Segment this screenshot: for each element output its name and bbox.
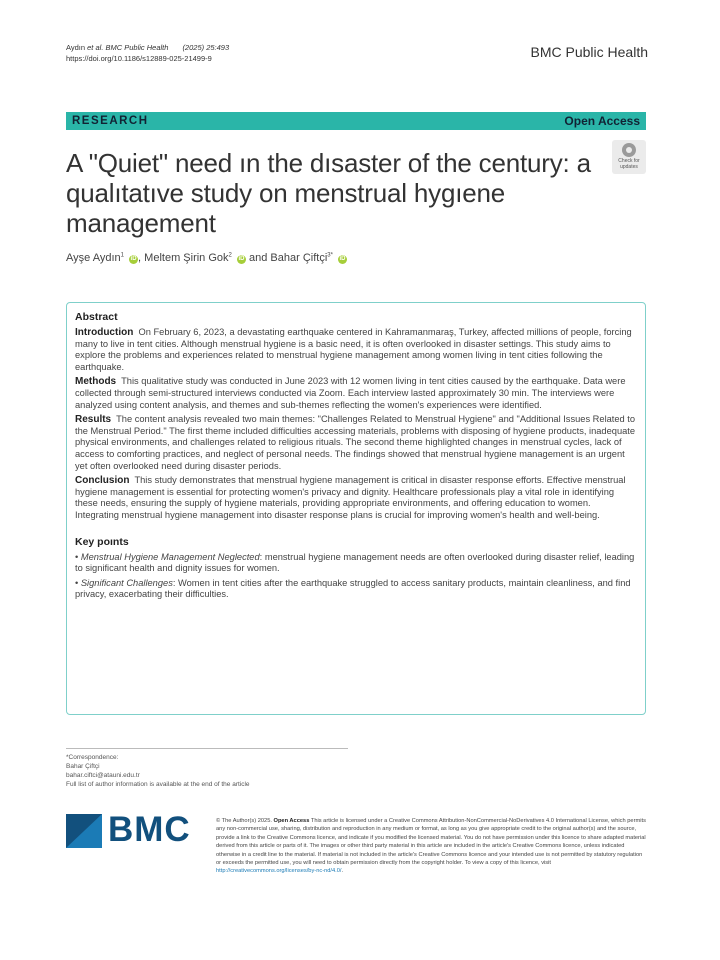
citation-journal: et al. BMC Public Health [87,43,169,52]
section-label: Methods [75,376,117,388]
doi-link[interactable]: https://doi.org/10.1186/s12889-025-21499-9 [66,54,212,63]
author-separator: , [138,252,145,264]
bmc-logo [66,810,200,850]
copyright-text: © The Author(s) 2025. [216,818,272,824]
author-name[interactable]: Bahar Çiftçi [270,252,328,264]
key-point-text: : menstrual hygiene management needs are often overlooked during disaster relief, leading to significant health and dignity issues for women. [75,551,635,574]
author-affiliation: 2 [228,252,232,259]
open-access-label: Open Access [273,818,310,824]
author-affiliation: 1 [120,252,124,259]
article-type-banner [66,112,646,130]
license-end: . [341,868,344,875]
abstract-results [75,414,637,472]
orcid-icon[interactable]: iD [238,256,245,262]
bmc-logo-text: BMC [108,810,191,849]
citation-header [66,42,229,64]
abstract-introduction [75,327,637,373]
section-text: On February 6, 2023, a devastating earthquake centered in Kahramanmaraş, Turkey, affected millions of people, forcing many to live in tent cities. Although menstrual hygiene is a basic need, it is often overlooked in disaster settings. This study aims to explore the problems and experiences related to menstrual hygiene management among women living in tent cities following the earthquake. [75,327,632,372]
section-label: Results [75,414,112,426]
author-list [66,252,347,264]
correspondence-label: *Correspondence: [66,754,119,761]
check-updates-icon [622,143,636,157]
correspondence-email[interactable]: bahar.ciftci@atauni.edu.tr [66,772,140,779]
abstract-box [66,302,646,715]
key-point-item: • Significant Challenges: Women in tent cities after the earthquake struggled to access sanitary products, maintain cleanliness, and find privacy, exacerbating their difficulties. [75,577,631,600]
author-info-note: Full list of author information is available at the end of the article [66,781,250,788]
check-for-updates-button[interactable] [612,140,646,174]
citation-authors: Aydın [66,43,88,52]
key-points-heading: Key poınts [75,535,129,548]
key-point-label: Significant Challenges [80,577,173,588]
orcid-icon[interactable]: iD [130,256,137,262]
abstract-methods [75,376,637,411]
section-label: Introduction [75,327,134,338]
author-separator: and [245,252,271,264]
section-label: Conclusion [75,475,130,487]
section-text: This study demonstrates that menstrual hygiene management is critical in disaster response efforts. Effective menstrual hygiene management is essential for protecting women's privacy and dignity. Healthcare professionals play a vital role in identifying these needs, ensuring the supply of hygiene materials, providing appropriate environments, and offering education to women. Integrating menstrual hygiene management into disaster response plans is crucial for improving women's health and well-being. [75,475,626,520]
section-text: This qualitative study was conducted in June 2023 with 12 women living in tent cities caused by the earthquake. Data were collected through semi-structured interviews conducted via Zoom. Each interview lasted approximately 30 min. The interviews were analyzed using content analysis, and themes and sub-themes reflecting the women's experiences were identified. [75,376,626,410]
author-affiliation: 3* [327,252,333,259]
license-link[interactable]: http://creativecommons.org/licenses/by-nc-nd/4.0/ [216,868,342,875]
check-updates-line1: Check for [618,158,640,164]
check-updates-line2: updates [620,164,638,170]
correspondence-block [66,753,250,789]
license-text: This article is licensed under a Creative Commons Attribution-NonCommercial-NoDerivatives 4.0 International License, which permits any non-commercial use, sharing, distribution and reproduction in any medium or format, as long as you give appropriate credit to the original author(s) and the source, provide a link to the Creative Commons licence, and indicate if you modified the licensed material. You do not have permission under this licence to share adapted material derived from this article or parts of it. The images or other third party material in this article are included in the article's Creative Commons licence, unless indicated otherwise in a credit line to the material. If material is not included in the article's Creative Commons licence and your intended use is not permitted by statutory regulation or exceeds the permitted use, you will need to obtain permission directly from the copyright holder. To view a copy of this licence, visit [216,818,646,867]
key-point-text: : Women in tent cities after the earthquake struggled to access sanitary products, maintain cleanliness, and find privacy, exacerbating their difficulties. [75,577,631,600]
key-point-item: • Menstrual Hygiene Management Neglected: menstrual hygiene management needs are often overlooked during disaster relief, leading to significant health and dignity issues for women. [75,551,635,574]
citation-year: (2025) 25:493 [182,43,230,52]
orcid-icon[interactable]: iD [339,256,346,262]
correspondence-name: Bahar Çiftçi [66,763,100,770]
abstract-conclusion [75,475,637,521]
article-title: A "Quiet" need ın the dısaster of the century: a qualıtatıve study on menstrual hygıene management [66,148,591,238]
author-name[interactable]: Meltem Şirin Gok [144,252,229,264]
author-name[interactable]: Ayşe Aydın [66,252,121,264]
open-access-label: Open Access [564,114,640,128]
key-point-label: Menstrual Hygiene Management Neglected [80,551,260,562]
section-text: The content analysis revealed two main themes: "Challenges Related to Menstrual Hygiene" and "Additional Issues Related to the Menstrual Period." The first theme included difficulties accessing materials, problems with disposing of hygiene products, inadequate physical environments, and challenges related to religious rituals. The second theme highlighted changes in menstrual cycles, lack of access to comforting practices, and neglect of personal needs. The findings showed that menstrual hygiene management is an urgent yet often overlooked need during disaster periods. [75,414,636,471]
article-type-label: RESEARCH [72,115,149,127]
journal-name: BMC Public Health [530,44,648,60]
abstract-heading: Abstract [75,311,118,323]
footnote-divider [66,748,348,749]
license-statement [216,817,648,876]
